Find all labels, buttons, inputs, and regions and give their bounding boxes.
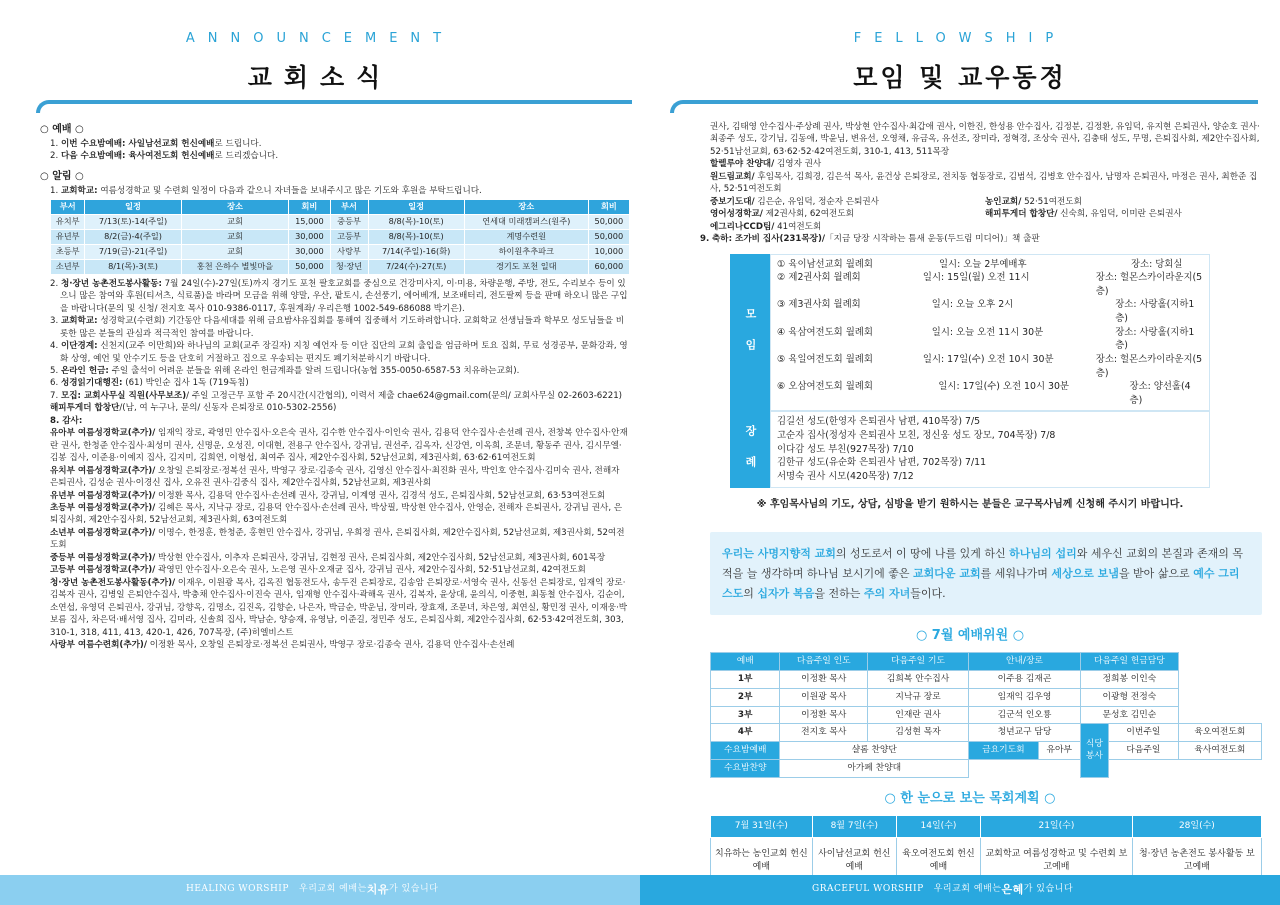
schedule-table [50, 199, 630, 274]
fellowship-body [680, 121, 1260, 884]
vision-statement [710, 532, 1262, 615]
thanks-item-text: 이정환 목사, 오창일 은퇴장로·정복선 은퇴권사, 박영구 장로·김종숙 권사, 김용덕 안수집사·손선례 [147, 639, 515, 650]
footer-ko-post: 가 있습니다 [389, 884, 439, 895]
duty-service: 2부 [711, 688, 780, 706]
fellow-two-col [710, 196, 1260, 221]
meeting-row [777, 326, 1203, 353]
schedule-cell: 교회 [181, 245, 289, 260]
page-title: 교회소식 [247, 63, 393, 92]
vision-text: 을 전하는 [814, 586, 864, 600]
plan-date: 21일(수) [981, 816, 1133, 838]
meetings-box [730, 254, 1210, 412]
vision-highlight: 우리는 사명지향적 교회 [722, 547, 836, 561]
schedule-cell: 교회 [181, 230, 289, 245]
news-item: 1. 교회학교: 여름성경학교 및 수련회 일정이 다음과 같으니 자녀들을 보내주시고 많은 기도와 후원을 부탁드립니다. [50, 185, 482, 196]
footer-en: HEALING WORSHIP [186, 884, 289, 895]
news-item [50, 365, 628, 377]
duty-row [711, 706, 1262, 724]
plan-event: 사이남선교회 헌신예배 [812, 838, 896, 884]
meeting-cell: 일시: 오늘 오전 11시 30분 [931, 326, 1044, 338]
schedule-cell: 유년부 [51, 230, 85, 245]
schedule-cell: 15,000 [289, 215, 330, 230]
duty-cell: 문성호 김민순 [1080, 706, 1178, 724]
meeting-cell: 일시: 오늘 2부예배후 [939, 258, 1027, 270]
news-item-title: 해피투게더 합창단 [50, 403, 120, 414]
footer-right [640, 875, 1280, 905]
news-list [40, 278, 628, 415]
footer-ko-post-right: 가 있습니다 [1023, 884, 1074, 895]
announcement-eyebrow: ANNOUNCEMENT [185, 31, 455, 46]
schedule-cell: 30,000 [289, 230, 330, 245]
news-item-title: 이단경계: [60, 341, 98, 352]
schedule-header-cell: 장소 [464, 200, 588, 215]
duty-cell: 임재익 김우영 [969, 688, 1081, 706]
meeting-cell: 장소: 당회실 [1131, 258, 1183, 270]
worship-heading: ○ 예배 ○ [40, 124, 84, 135]
meal-team: 육오여전도회 [1178, 724, 1261, 742]
funerals-label: 장 례 [730, 411, 770, 487]
thanks-item-title: 청·장년 농촌전도봉사활동(추가)/ [50, 577, 176, 588]
duty-service: 3부 [711, 706, 780, 724]
duty-header-cell: 다음주일 헌금담당 [1080, 653, 1178, 671]
schedule-cell: 소년부 [51, 259, 85, 274]
duty-cell: 이정환 목사 [780, 671, 868, 689]
news-item-num: 4. [50, 341, 59, 352]
footer-ko-pre-right: 우리교회 예배는 [933, 884, 1002, 895]
worship-item-num: 2. [50, 150, 59, 161]
duty-title: ○ 7월 예배위원 ○ [915, 628, 1025, 644]
news-item [50, 377, 628, 389]
news-item [50, 402, 628, 414]
news-item-title: 교회학교: [60, 185, 98, 196]
meeting-cell: ③ 제3권사회 월례회 [777, 299, 861, 311]
fellow-col-text: 52·51여전도회 [1021, 196, 1082, 207]
thanks-item-title: 유아부 여름성경학교(추가)/ [50, 428, 156, 439]
plan-date: 7월 31일(수) [711, 816, 813, 838]
schedule-cell: 초등부 [51, 245, 85, 260]
meeting-cell: 장소: 사랑홀(지하1층) [1115, 326, 1195, 352]
news-item-text: / 주일 고정근무 포함 주 20시간(시간협의), 이력서 제출 chae624@gmail.com(문의/ 교회사무실 02-2603-6221) [186, 390, 623, 401]
worship-list [40, 138, 628, 163]
schedule-header-cell: 부서 [51, 200, 85, 215]
vision-highlight: 세상으로 보냄 [1051, 566, 1119, 580]
meal-label: 식당 봉사 [1080, 724, 1108, 777]
funeral-item: 김한규 성도(유순화 은퇴권사 남편, 702목장) 7/11 [777, 457, 987, 469]
news-item-title: 모집: 교회사무실 직원(사무보조) [60, 390, 187, 401]
wed-label: 수요밤예배 [711, 742, 780, 760]
news-item-title: 온라인 헌금: [60, 365, 109, 376]
schedule-cell: 8/8(목)-10(토) [368, 215, 464, 230]
schedule-cell: 유치부 [51, 215, 85, 230]
wed-value: 샬롬 찬양단 [780, 742, 969, 760]
thanks-item-title: 중등부 여름성경학교(추가)/ [50, 552, 156, 563]
news-item [50, 278, 628, 315]
meal-team: 육사여전도회 [1178, 742, 1261, 760]
thanks-item-text: 오창일 은퇴장로·정복선 권사, 박영구 장로·김종숙 권사, 김영신 안수집사·최진화 권사, 박인호 안수집사·김미숙 권사, 전해자 은퇴권사, 김성순 권사·이경신 집사, 오유진 권사·김중식 집사, 제2안수집사회, 52남선교회, 제3권사회 [50, 465, 620, 489]
meeting-row [777, 380, 1203, 407]
thanks-item [50, 490, 628, 502]
duty-cell: 인재란 권사 [868, 706, 969, 724]
funeral-item: 김길선 성도(한영자 은퇴권사 남편, 410목장) 7/5 [777, 416, 981, 428]
duty-empty [969, 759, 1179, 777]
duty-table [710, 652, 1262, 777]
fellow-col-title: 중보기도대/ [710, 196, 755, 207]
duty-cell: 김희복 안수집사 [868, 671, 969, 689]
vision-text: 의 [743, 586, 758, 600]
vision-text: 와 세우신 교회의 본질과 존재의 목적을 늘 생각하며 하나님 보시기에 좋은 [722, 547, 1244, 580]
duty-header-cell: 예배 [711, 653, 780, 671]
thanks-item-title: 유년부 여름성경학교(추가)/ [50, 490, 156, 501]
schedule-row [51, 230, 630, 245]
thanks-item-text: 임재익 장로, 곽영민 안수집사·오은숙 권사, 김수한 안수집사·이인숙 권사, 김용덕 안수집사·손선례 권사, 전창복 안수집사·안재란 권사, 한청준 안수집사·최성미 권사, 신명운, 오성진, 이대현, 전용구 안수집사, 강귀님, 권선주, 김옥자, 신강연, 이옥희, 조문녀, 황동주 권사, 김시무엘·김봉 집사, 이준용·이예지 집사, 김지미, 김희연, 이형섭, 최여주 집사, 제2안수집사회, 52남선교회, 제3권사회, 63·62·61여전도회 [50, 428, 628, 464]
duty-cell: 이정환 목사 [780, 706, 868, 724]
vision-text: 을 받아 삶으로 [1118, 566, 1194, 580]
schedule-row [51, 259, 630, 274]
news-item-text: /(남, 여 누구나, 문의/ 신동자 은퇴장로 010-5302-2556) [119, 403, 337, 414]
sun-label: 수요밤찬양 [711, 759, 780, 777]
worship-item-title: 다음 수요밤예배: 육사여전도회 헌신예배 [60, 150, 215, 161]
footer-en-right: GRACEFUL WORSHIP [812, 884, 924, 895]
schedule-header-cell: 일정 [85, 200, 181, 215]
schedule-cell: 7/24(수)-27(토) [368, 259, 464, 274]
duty-extra-row [711, 742, 1262, 760]
page-title-right: 모임 및 교우동정 [853, 63, 1067, 92]
thanks-list [50, 427, 628, 651]
meeting-cell: ④ 육삼여전도회 월례회 [777, 326, 873, 338]
duty-service: 4부 [711, 724, 780, 742]
announcement-body [40, 121, 628, 651]
thanks-heading [50, 415, 628, 427]
duty-header-cell: 안내/장로 [969, 653, 1081, 671]
meeting-cell: 일시: 15일(월) 오전 11시 [922, 272, 1030, 284]
sun-value: 아가페 찬양대 [780, 759, 969, 777]
fellow-col-item [985, 208, 1260, 220]
plan-date: 14일(수) [896, 816, 980, 838]
ccd-line [710, 221, 1260, 233]
fellow-col-text: 김은순, 유임덕, 정순자 은퇴권사 [754, 196, 879, 207]
news-item-title: 성경읽기대행진: [60, 378, 123, 389]
news-item [50, 340, 628, 365]
vision-text: 를 세워나가며 [980, 566, 1052, 580]
thanks-item-text: 곽영민 안수집사·오은숙 권사, 노은영 권사·오재균 집사, 강귀님 권사, 제2안수집사회, 52·51남선교회, 42여전도회 [155, 565, 586, 576]
fellow-col-item [985, 196, 1260, 208]
duty-row [711, 671, 1262, 689]
schedule-cell: 7/19(금)-21(주일) [85, 245, 181, 260]
plan-event: 청·장년 농촌전도 봉사활동 보고예배 [1132, 838, 1261, 884]
thanks-item-title: 사랑부 여름수련회(추가)/ [50, 639, 148, 650]
thanks-item-text: 박상현 안수집사, 이추자 은퇴권사, 강귀님, 김현정 권사, 은퇴집사회, 제2안수집사회, 52남선교회, 제3권사회, 601목장 [155, 552, 606, 563]
plan-title: ○ 한 눈으로 보는 목회계획 ○ [884, 790, 1056, 806]
meal-week: 다음주일 [1108, 742, 1178, 760]
thanks-item-title: 유치부 여름성경학교(추가)/ [50, 465, 156, 476]
news-item-text: 7월 24일(수)-27일(토)까지 경기도 포천 팔호교회를 중심으로 건강미사지, 이·미용, 차량운행, 주방, 전도, 수리보수 등이 있으니 많은 참여와 후원(티셔츠, 식료품)을 바라며 모금을 위해 양말, 우산, 팥토시, 손선풍기, 에어베개, 보조배터리, 전도팔찌 등을 판매 하오니 많은 구입을 바랍니다(문의 및 신청/ 전지호 목사 010-9386-0117, 후원계좌/ 우리은행 1002-549-686088 박기은). [60, 278, 628, 314]
schedule-cell: 사랑부 [330, 245, 368, 260]
schedule-cell: 계명수련원 [464, 230, 588, 245]
thanks-item [50, 527, 628, 552]
meeting-cell: 일시: 17일(수) 오전 10시 30분 [938, 381, 1069, 393]
thanks-item-text: 김혜은 목사, 지낙규 장로, 김용덕 안수집사·손선례 권사, 박상필, 박상현 안수집사, 안영순, 전해자 은퇴권사, 강귀님 권사, 은퇴집사회, 제2안수집사회, 52남선교회, 제3권사회, 63여전도회 [50, 502, 623, 526]
schedule-cell: 50,000 [289, 259, 330, 274]
meeting-row [777, 353, 1203, 380]
funerals-list [770, 411, 1210, 487]
thanks-item-text: 이재우, 이원광 목사, 김옥진 협동전도사, 송두진 은퇴장로, 김송암 은퇴장로·서영숙 권사, 신동선 은퇴장로, 임재익 장로·김복자 권사, 김병일 은퇴안수집사, 박충채 안수집사·이진숙 권사, 임재형 안수집사·곽해옥 권사, 김복자, 윤상대, 윤의식, 이중현, 최동철 안수집사, 김순이, 소연섭, 유영덕 은퇴권사, 강귀님, 강향옥, 김명소, 김진옥, 김향순, 나은자, 박금순, 박운님, 장미라, 장효재, 조문녀, 차은영, 최연실, 황민정 권사, 이재웅·박보름 집사, 차은덕·배서영 집사, 김미라, 신솔희 집사, 박남순, 양승재, 유영남, 이준길, 정민주 성도, 은퇴집사회, 제2안수집사회, 62·53·42여전도회, 303, 310-1, 318, 411, 413, 420-1, 426, 707목장, (주)히엘비스트 [50, 577, 628, 638]
schedule-cell: 8/8(목)-10(토) [368, 230, 464, 245]
thanks-continued: 권사, 김태영 안수집사·주상례 권사, 박상현 안수집사·최갑애 권사, 이한진, 한성용 안수집사, 김정분, 김정환, 유임덕, 유지현 은퇴권사, 양순호 권사·최종주 성도, 강기님, 김동애, 박윤님, 변유선, 오영채, 유금옥, 유선조, 장미라, 정혁경, 조상숙 권사, 김충태 성도, 무명, 은퇴집사회, 제2안수집사회, 52·51남선교회, 63·62·52·42여전도회, 310-1, 413, 511목장 [710, 122, 1260, 157]
title-divider [36, 100, 632, 113]
news-item-num: 7. [50, 390, 59, 401]
schedule-row [51, 215, 630, 230]
schedule-cell: 50,000 [588, 230, 629, 245]
fellow-line [710, 158, 1260, 170]
schedule-header-cell: 일정 [368, 200, 464, 215]
fellow-line-title: 원드림교회/ [710, 171, 755, 182]
duty-row [711, 688, 1262, 706]
news-item-num: 6. [50, 378, 59, 389]
schedule-cell: 연세대 미래캠퍼스(원주) [464, 215, 588, 230]
thanks-item [50, 502, 628, 527]
vision-highlight: 예수 그리스도 [722, 566, 1240, 600]
funerals-box [730, 411, 1210, 487]
meeting-cell: ⑤ 육일여전도회 월례회 [777, 353, 873, 365]
funeral-item: 이다감 성도 부친(927목장) 7/10 [777, 443, 914, 455]
notice-text: ※ 후임목사님의 기도, 상담, 심방을 받기 원하시는 분들은 교구목사님께 신청해 주시기 바랍니다. [756, 498, 1184, 510]
fellow-col-text: 제2권사회, 62여전도회 [762, 209, 854, 220]
meeting-cell: 장소: 헐몬스카이라운지(5층) [1095, 272, 1203, 297]
ccd-title: 에그리나CCD팀/ [710, 221, 775, 232]
news-item-text: 주일 출석이 어려운 분들을 위해 온라인 헌금계좌를 알려 드립니다(농협 355-0050-6587-53 치유하는교회). [108, 365, 520, 376]
fellow-line-title: 할렐루야 찬양대/ [710, 159, 775, 170]
fellow-col-text: 신숙희, 유임덕, 이미란 은퇴권사 [1057, 209, 1182, 220]
meal-week: 이번주일 [1108, 724, 1178, 742]
vision-highlight: 십자가 복음 [757, 586, 815, 600]
meeting-cell: 장소: 헐몬스카이라운지(5층) [1095, 353, 1203, 379]
meetings-list [770, 254, 1210, 412]
fellow-col-title: 해피투게더 합창단/ [985, 209, 1058, 220]
vision-highlight: 주의 자녀 [863, 586, 911, 600]
duty-cell: 김성현 목자 [868, 724, 969, 742]
worship-item-title: 이번 수요밤예배: 사일남선교회 헌신예배 [60, 138, 215, 149]
thanks-item [50, 465, 628, 490]
fellow-col-title: 영어성경학교/ [710, 209, 763, 220]
meeting-row [777, 271, 1203, 298]
news-item-num: 5. [50, 365, 59, 376]
news-item-text: 성경학교(수련회) 기간동안 다음세대를 위해 금요밤샤유집회를 통해여 집중해서 기도하려합니다. 교회학교 선생님들과 학부모 성도님들을 비롯한 많은 분들의 관심과 적극적인 참여를 바랍니다. [60, 316, 625, 339]
thanks-heading-label: 8. 감사: [50, 415, 83, 426]
meeting-row [777, 258, 1203, 272]
vision-text: 들이다. [910, 586, 946, 600]
vision-highlight: 교회다운 교회 [913, 566, 981, 580]
footer-ko-em: 치유 [366, 883, 389, 897]
thanks-item-title: 초등부 여름성경학교(추가)/ [50, 502, 156, 513]
thanks-item [50, 552, 628, 564]
thanks-item [50, 564, 628, 576]
news-item-text: (61) 박인순 집사 1독 (719독침) [122, 378, 249, 389]
duty-cell: 이주용 김재곤 [969, 671, 1081, 689]
schedule-cell: 하이원추추파크 [464, 245, 588, 260]
meeting-cell: ② 제2권사회 월례회 [777, 272, 861, 284]
fellow-lines [680, 158, 1260, 195]
meeting-cell: 일시: 17일(수) 오전 10시 30분 [922, 353, 1054, 365]
schedule-cell: 10,000 [588, 245, 629, 260]
fellow-col-item [710, 208, 985, 220]
news-item [50, 390, 628, 402]
meeting-cell: 장소: 양선홀(4층) [1129, 381, 1191, 406]
schedule-cell: 중등부 [330, 215, 368, 230]
schedule-cell: 7/14(주일)-16(화) [368, 245, 464, 260]
fellow-line [710, 171, 1260, 196]
schedule-cell: 8/1(목)-3(토) [85, 259, 181, 274]
schedule-cell: 홍천 은하수 별빛마을 [181, 259, 289, 274]
duty-row [711, 724, 1262, 742]
plan-date: 8월 7일(수) [812, 816, 896, 838]
meetings-label: 모 임 [730, 254, 770, 412]
news-item-title: 청·장년 농촌전도봉사활동: [60, 278, 162, 289]
thanks-item-text: 이명수, 한정훈, 한청준, 홍현민 안수집사, 강귀님, 우희정 권사, 은퇴집사회, 제2안수집사회, 52남선교회, 제3권사회, 52여전도회 [50, 527, 625, 551]
thanks-item-title: 소년부 여름성경학교(추가)/ [50, 527, 156, 538]
news-item-text: 신천지(교주 이만희)와 하나님의 교회(교주 장길자) 지칭 예언자 등 이단 집단의 교회 출입을 엄금하며 토요 집회, 무료 성경공부, 문화강좌, 영화 상영, 예언 및 안수기도 등을 단호히 거절하고 집으로 우송되는 편지도 폐기처분하시기 바랍니다. [60, 341, 628, 364]
plan-date: 28일(수) [1132, 816, 1261, 838]
thanks-item [50, 639, 628, 651]
schedule-header-cell: 회비 [588, 200, 629, 215]
meeting-cell: 일시: 오늘 오후 2시 [931, 299, 1014, 311]
thanks-item-title: 고등부 여름성경학교(추가)/ [50, 565, 156, 576]
schedule-header-cell: 장소 [181, 200, 289, 215]
schedule-cell: 청·장년 [330, 259, 368, 274]
celebrate-text: 「지금 당장 시작하는 틈새 운동(두드림 미디어)」책 출판 [825, 234, 1040, 245]
fellow-col-title: 농인교회/ [985, 196, 1022, 207]
news-item [50, 315, 628, 340]
news-item-num: 3. [50, 316, 59, 327]
schedule-cell: 교회 [181, 215, 289, 230]
footer-ko-pre: 우리교회 예배는 [299, 884, 367, 895]
duty-cell: 정희봉 이인숙 [1080, 671, 1178, 689]
plan-event: 육오여전도회 헌신예배 [896, 838, 980, 884]
meeting-cell: ① 육이남선교회 월례회 [777, 258, 873, 270]
worship-item-text: 로 드리겠습니다. [214, 150, 279, 161]
funeral-item: 고순자 집사(정성자 은퇴권사 모친, 정신웅 성도 장모, 704목장) 7/8 [777, 430, 1056, 442]
duty-cell: 지낙규 장로 [868, 688, 969, 706]
meeting-cell: ⑥ 오삼여전도회 월례회 [777, 381, 873, 393]
duty-header-cell: 다음주일 인도 [780, 653, 868, 671]
footer-ko-em-right: 은혜 [1001, 883, 1024, 897]
duty-cell: 이원광 목사 [780, 688, 868, 706]
schedule-cell: 경기도 포천 일대 [464, 259, 588, 274]
plan-event: 치유하는 농인교회 헌신예배 [711, 838, 813, 884]
schedule-header-row [51, 200, 630, 215]
worship-item [50, 150, 628, 162]
fri-value: 유아부 [1038, 742, 1080, 760]
thanks-item [50, 427, 628, 464]
plan-header-row [711, 816, 1262, 838]
fri-label: 금요기도회 [969, 742, 1038, 760]
schedule-cell: 60,000 [588, 259, 629, 274]
fellow-line-text: 김영자 권사 [774, 159, 822, 170]
fellow-col-item [710, 196, 985, 208]
duty-cell: 이광형 전정숙 [1080, 688, 1178, 706]
vision-highlight: 하나님의 섭리 [1009, 547, 1077, 561]
worship-item [50, 138, 628, 150]
worship-item-text: 로 드립니다. [214, 138, 262, 149]
news-item-title: 교회학교: [60, 316, 98, 327]
celebrate-num: 9. [700, 234, 710, 245]
schedule-row [51, 245, 630, 260]
schedule-cell: 8/2(금)-4(주일) [85, 230, 181, 245]
ccd-text: 41여전도회 [774, 221, 822, 232]
vision-text: 의 성도로서 이 땅에 나를 있게 하신 [835, 547, 1010, 561]
schedule-cell: 고등부 [330, 230, 368, 245]
news-heading: ○ 알림 ○ [40, 171, 84, 183]
duty-cell: 청년교구 담당 [969, 724, 1081, 742]
worship-item-num: 1. [50, 138, 59, 149]
duty-header-cell: 다음주일 기도 [868, 653, 969, 671]
thanks-item [50, 577, 628, 639]
plan-event: 교회학교 여름성경학교 및 수련회 보고예배 [981, 838, 1133, 884]
footer-left [0, 875, 640, 905]
duty-cell: 김군석 인오룡 [969, 706, 1081, 724]
duty-extra-row [711, 759, 1262, 777]
news-item-num: 2. [50, 278, 59, 289]
fellow-line-text: 후임목사, 김희경, 김은석 목사, 윤건상 은퇴장로, 전치동 협동장로, 김범석, 김병호 안수집사, 남명자 은퇴권사, 마정은 권사, 최한준 집사, 52·51여전도회 [710, 171, 1258, 195]
duty-cell: 전지호 목사 [780, 724, 868, 742]
duty-header-row [711, 653, 1262, 671]
schedule-header-cell: 부서 [330, 200, 368, 215]
funeral-item: 서명숙 권사 시모(420목장) 7/12 [777, 470, 914, 482]
meeting-cell: 장소: 사랑홀(지하1층) [1115, 299, 1195, 325]
right-page [640, 0, 1280, 905]
thanks-item-text: 이정환 목사, 김용덕 안수집사·손선례 권사, 강귀님, 이계영 권사, 김경석 성도, 은퇴집사회, 52남선교회, 63·53여전도회 [155, 490, 606, 501]
news-item-text: 여름성경학교 및 수련회 일정이 다음과 같으니 자녀들을 보내주시고 많은 기도와 후원을 부탁드립니다. [97, 185, 482, 196]
meeting-row [777, 298, 1203, 325]
celebrate-title: 축하: 조가비 집사(231목장)/ [711, 234, 826, 245]
schedule-header-cell: 회비 [289, 200, 330, 215]
duty-service: 1부 [711, 671, 780, 689]
schedule-cell: 30,000 [289, 245, 330, 260]
fellowship-eyebrow: FELLOWSHIP [853, 31, 1067, 46]
celebrate-line [700, 233, 1260, 245]
title-divider-right [670, 100, 1258, 113]
schedule-cell: 7/13(토)-14(주일) [85, 215, 181, 230]
schedule-cell: 50,000 [588, 215, 629, 230]
